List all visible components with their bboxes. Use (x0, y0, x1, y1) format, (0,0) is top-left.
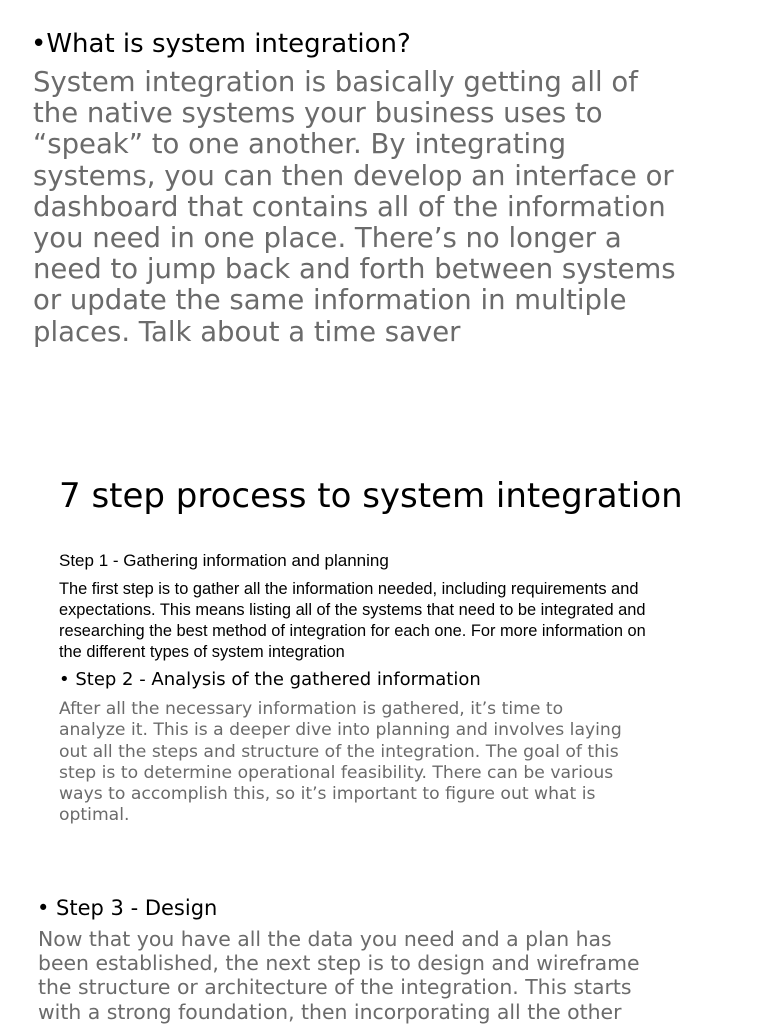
step1-body (59, 579, 739, 663)
body-line: analyze it. This is a deeper dive into planning and involves laying (59, 720, 622, 741)
body-line: the native systems your business uses to (33, 97, 603, 130)
body-line: need to jump back and forth between systems (33, 253, 676, 286)
step2-heading: • Step 2 - Analysis of the gathered information (59, 669, 481, 690)
body-line: you need in one place. There’s no longer a (33, 222, 622, 255)
body-line: ways to accomplish this, so it’s important to figure out what is (59, 784, 596, 805)
body-line: out all the steps and structure of the integration. The goal of this (59, 741, 619, 762)
section-heading-what-is-system-integration: •What is system integration? (31, 29, 411, 59)
step3-body (38, 927, 753, 1024)
step1-heading: Step 1 - Gathering information and planning (59, 551, 389, 570)
body-line: expectations. This means listing all of the systems that need to be integrated and (59, 601, 646, 619)
step2-body (59, 699, 739, 827)
body-line: The first step is to gather all the information needed, including requirements and (59, 580, 639, 598)
body-line: the structure or architecture of the integration. This starts (38, 975, 632, 1000)
section-body-system-integration-definition (33, 67, 733, 348)
body-line: optimal. (59, 805, 130, 826)
body-line: step is to determine operational feasibility. There can be various (59, 762, 614, 783)
step3-heading: • Step 3 - Design (37, 896, 218, 920)
body-line: places. Talk about a time saver (33, 315, 461, 348)
body-line: “speak” to one another. By integrating (33, 128, 567, 161)
body-line: the different types of system integration (59, 643, 345, 661)
body-line: been established, the next step is to design and wireframe (38, 951, 640, 976)
body-line: Now that you have all the data you need and a plan has (38, 927, 612, 951)
body-line: After all the necessary information is gathered, it’s time to (59, 699, 564, 719)
body-line: with a strong foundation, then incorporating all the other (38, 999, 622, 1024)
body-line: researching the best method of integration for each one. For more information on (59, 622, 646, 640)
body-line: systems, you can then develop an interface or (33, 159, 674, 192)
slide-title-seven-step-process: 7 step process to system integration (59, 476, 683, 516)
body-line: System integration is basically getting all of (33, 66, 638, 98)
body-line: dashboard that contains all of the information (33, 190, 666, 223)
body-line: or update the same information in multiple (33, 284, 627, 317)
